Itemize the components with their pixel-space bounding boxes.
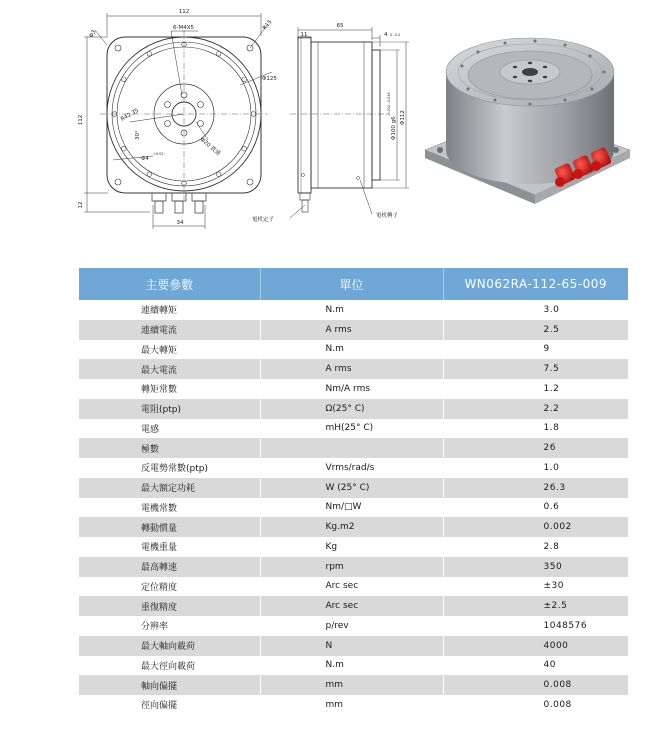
unit-cell: mm	[260, 675, 443, 695]
unit-cell: N.m	[260, 300, 443, 320]
value-cell: 2.2	[443, 399, 628, 419]
header-model: WN062RA-112-65-009	[443, 268, 628, 300]
hole-pattern-label: 6-M4X5	[173, 25, 194, 31]
table-row	[79, 695, 628, 715]
unit-cell: A rms	[260, 320, 443, 340]
param-cell: 轉矩常數	[79, 379, 260, 399]
value-cell: 26.3	[443, 478, 628, 498]
connector-dim: 34	[176, 220, 184, 226]
radius-label: R15	[261, 19, 274, 32]
table-row	[79, 359, 628, 379]
unit-cell: N	[260, 636, 443, 656]
value-cell: 4000	[443, 636, 628, 656]
param-cell: 最大轉矩	[79, 340, 260, 360]
motor-render	[425, 38, 630, 204]
table-row	[79, 557, 628, 577]
param-cell: 重復精度	[79, 596, 260, 616]
value-cell: 2.8	[443, 537, 628, 557]
unit-cell: Ω(25° C)	[260, 399, 443, 419]
table-body	[79, 300, 628, 715]
height-dim: 112	[78, 114, 84, 126]
step-tol: 0 -0.2	[390, 33, 401, 37]
front-view	[84, 13, 272, 229]
param-cell: 極數	[79, 438, 260, 458]
value-cell: 2.5	[443, 320, 628, 340]
param-cell: 定位精度	[79, 577, 260, 597]
stator-label: 電机定子	[252, 217, 275, 223]
value-cell: 1048576	[443, 616, 628, 636]
unit-cell: N.m	[260, 656, 443, 676]
param-cell: 最大電流	[79, 359, 260, 379]
param-cell: 軸向偏擺	[79, 675, 260, 695]
table-row	[79, 577, 628, 597]
param-cell: 分辨率	[79, 616, 260, 636]
unit-cell: p/rev	[260, 616, 443, 636]
value-cell: 1.0	[443, 458, 628, 478]
angle-label: 30°	[135, 130, 141, 140]
table-row	[79, 636, 628, 656]
table-row	[79, 675, 628, 695]
table-row	[79, 320, 628, 340]
table-row	[79, 616, 628, 636]
table-row	[79, 340, 628, 360]
unit-cell: Arc sec	[260, 577, 443, 597]
unit-cell: A rms	[260, 359, 443, 379]
param-cell: 最大額定功耗	[79, 478, 260, 498]
unit-cell: Arc sec	[260, 596, 443, 616]
param-cell: 徑向偏擺	[79, 695, 260, 715]
value-cell: 9	[443, 340, 628, 360]
table-header	[79, 268, 628, 300]
value-cell: 1.2	[443, 379, 628, 399]
value-cell: 40	[443, 656, 628, 676]
param-cell: 電阻(ptp)	[79, 399, 260, 419]
drawing-svg	[0, 0, 663, 250]
param-cell: 電機重量	[79, 537, 260, 557]
table-row	[79, 399, 628, 419]
table-row	[79, 438, 628, 458]
table-row	[79, 419, 628, 439]
inner-dia-label: Φ20 貫通	[198, 136, 222, 158]
table-row	[79, 458, 628, 478]
cable-glands	[152, 193, 206, 213]
table-row	[79, 596, 628, 616]
unit-cell: rpm	[260, 557, 443, 577]
param-cell: 電感	[79, 419, 260, 439]
unit-cell: Nm/□W	[260, 498, 443, 518]
value-cell: ±2.5	[443, 596, 628, 616]
unit-cell: mH(25° C)	[260, 419, 443, 439]
unit-cell: Nm/A rms	[260, 379, 443, 399]
value-cell: 7.5	[443, 359, 628, 379]
bolt-radius-label: R42.35	[120, 107, 140, 123]
param-cell: 轉動慣量	[79, 517, 260, 537]
param-cell: 電機常數	[79, 498, 260, 518]
spec-table	[79, 268, 628, 715]
value-cell: 0.008	[443, 675, 628, 695]
side-inner-tol: -0.012 -0.034	[387, 92, 391, 116]
value-cell: 0.002	[443, 517, 628, 537]
table-row	[79, 517, 628, 537]
pin-tol-label: +0.02	[153, 152, 164, 156]
table-row	[79, 478, 628, 498]
value-cell: 350	[443, 557, 628, 577]
outer-dia-label: Φ125	[262, 76, 277, 82]
unit-cell: Kg.m2	[260, 517, 443, 537]
technical-drawing	[0, 0, 663, 250]
flange-dim: 11	[300, 32, 308, 38]
param-cell: 連續轉矩	[79, 300, 260, 320]
bottom-dim: 12	[78, 201, 84, 209]
side-outer-dia: Φ112	[400, 110, 406, 125]
side-view-labels	[252, 23, 406, 223]
table-row	[79, 498, 628, 518]
pin-dia-label: Φ4	[141, 156, 149, 162]
step-dim: 4	[384, 32, 388, 38]
table-row	[79, 300, 628, 320]
header-row	[79, 268, 628, 300]
param-cell: 最大徑向載荷	[79, 656, 260, 676]
value-cell: ±30	[443, 577, 628, 597]
rotor-label: 電机轉子	[376, 213, 399, 219]
param-cell: 連續電流	[79, 320, 260, 340]
width-dim: 112	[178, 9, 190, 15]
value-cell: 1.8	[443, 419, 628, 439]
unit-cell: mm	[260, 695, 443, 715]
header-param: 主要參數	[79, 268, 260, 300]
unit-cell: W (25° C)	[260, 478, 443, 498]
small-dia-label: Φ3	[88, 29, 98, 39]
value-cell: 0.008	[443, 695, 628, 715]
value-cell: 3.0	[443, 300, 628, 320]
unit-cell: Kg	[260, 537, 443, 557]
table-row	[79, 656, 628, 676]
param-cell: 最高轉速	[79, 557, 260, 577]
table-row	[79, 379, 628, 399]
table-row	[79, 537, 628, 557]
header-unit: 單位	[260, 268, 443, 300]
value-cell: 26	[443, 438, 628, 458]
unit-cell	[260, 438, 443, 458]
length-dim: 65	[336, 23, 344, 29]
param-cell: 反電勢常數(ptp)	[79, 458, 260, 478]
side-inner-dia: Φ100 g6	[391, 116, 397, 140]
unit-cell: N.m	[260, 340, 443, 360]
param-cell: 最大軸向載荷	[79, 636, 260, 656]
unit-cell: Vrms/rad/s	[260, 458, 443, 478]
value-cell: 0.6	[443, 498, 628, 518]
